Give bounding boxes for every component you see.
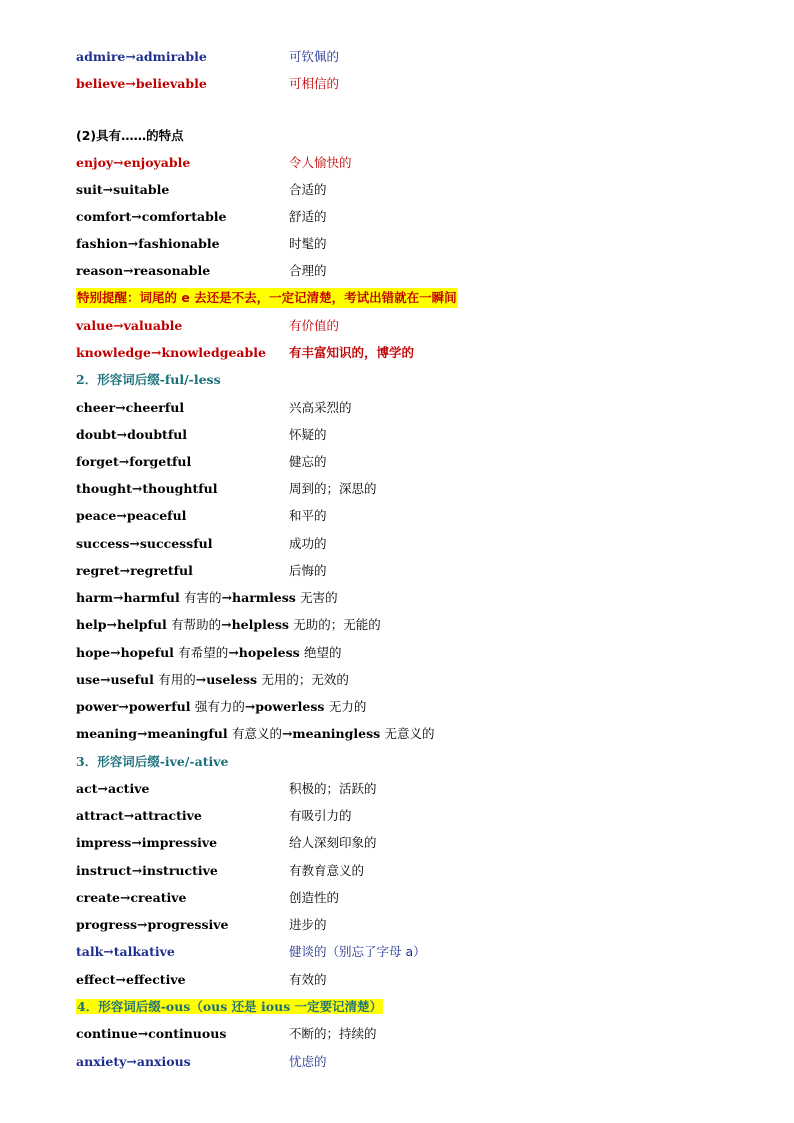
list-item bbox=[76, 888, 339, 908]
meaning: 可相信的 bbox=[289, 76, 340, 91]
word-pair: use→useful bbox=[76, 672, 154, 687]
word-pair: create→creative bbox=[76, 890, 187, 905]
meaning: 可钦佩的 bbox=[289, 49, 340, 64]
meaning-neg: 无意义的 bbox=[384, 726, 435, 741]
subheading-text: (2)具有……的特点 bbox=[76, 128, 184, 143]
word-pair: meaning→meaningful bbox=[76, 726, 228, 741]
notice-line bbox=[76, 288, 458, 308]
meaning-neg: 无力的 bbox=[328, 699, 367, 714]
list-item bbox=[76, 479, 377, 499]
list-item bbox=[76, 643, 342, 663]
list-item bbox=[76, 561, 327, 581]
word-pair: comfort→comfortable bbox=[76, 209, 227, 224]
word-pair: progress→progressive bbox=[76, 917, 229, 932]
list-item bbox=[76, 833, 377, 853]
meaning: 和平的 bbox=[289, 508, 327, 523]
word-pair-neg: →useless bbox=[195, 672, 258, 687]
word-pair-neg: →helpless bbox=[221, 617, 289, 632]
meaning: 有害的 bbox=[184, 590, 222, 605]
meaning-neg: 无害的 bbox=[300, 590, 338, 605]
meaning: 强有力的 bbox=[194, 699, 245, 714]
list-item bbox=[76, 697, 366, 717]
heading-text: 4．形容词后缀-ous（ous 还是 ious 一定要记清楚） bbox=[77, 999, 383, 1014]
word-pair: cheer→cheerful bbox=[76, 400, 185, 415]
subheading bbox=[76, 126, 184, 146]
meaning: 有教育意义的 bbox=[289, 863, 365, 878]
word-pair: forget→forgetful bbox=[76, 454, 192, 469]
list-item bbox=[76, 806, 352, 826]
word-pair: peace→peaceful bbox=[76, 508, 187, 523]
meaning: 有帮助的 bbox=[171, 617, 222, 632]
heading-text: 3．形容词后缀-ive/-ative bbox=[76, 754, 229, 769]
meaning: 成功的 bbox=[289, 536, 327, 551]
word-pair: help→helpful bbox=[76, 617, 167, 632]
word-pair: regret→regretful bbox=[76, 563, 193, 578]
list-item bbox=[76, 316, 339, 336]
word-pair: fashion→fashionable bbox=[76, 236, 220, 251]
word-pair: suit→suitable bbox=[76, 182, 170, 197]
meaning: 有吸引力的 bbox=[289, 808, 352, 823]
word-pair: effect→effective bbox=[76, 972, 186, 987]
notice-text: 特别提醒：词尾的 e 去还是不去，一定记清楚，考试出错就在一瞬间 bbox=[76, 288, 458, 308]
word-pair-neg: →meaningless bbox=[281, 726, 381, 741]
word-pair: anxiety→anxious bbox=[76, 1054, 191, 1069]
meaning: 给人深刻印象的 bbox=[289, 835, 377, 850]
list-item bbox=[76, 425, 327, 445]
meaning: 健谈的（别忘了字母 a） bbox=[289, 944, 426, 959]
meaning-neg: 无用的；无效的 bbox=[261, 672, 349, 687]
word-pair: value→valuable bbox=[76, 318, 183, 333]
meaning: 有丰富知识的，博学的 bbox=[289, 345, 415, 360]
word-pair: impress→impressive bbox=[76, 835, 218, 850]
word-pair: hope→hopeful bbox=[76, 645, 174, 660]
list-item bbox=[76, 452, 327, 472]
meaning: 有效的 bbox=[289, 972, 327, 987]
list-item bbox=[76, 207, 327, 227]
word-pair: thought→thoughtful bbox=[76, 481, 218, 496]
meaning: 怀疑的 bbox=[289, 427, 327, 442]
meaning: 后悔的 bbox=[289, 563, 327, 578]
word-pair: success→successful bbox=[76, 536, 213, 551]
word-pair: reason→reasonable bbox=[76, 263, 211, 278]
heading-text: 2．形容词后缀-ful/-less bbox=[76, 372, 221, 387]
meaning: 进步的 bbox=[289, 917, 327, 932]
meaning: 合理的 bbox=[289, 263, 327, 278]
list-item bbox=[76, 398, 352, 418]
word-pair: knowledge→knowledgeable bbox=[76, 345, 266, 360]
list-item bbox=[76, 588, 338, 608]
word-pair: attract→attractive bbox=[76, 808, 202, 823]
word-pair: talk→talkative bbox=[76, 944, 175, 959]
section-heading-ous bbox=[76, 997, 383, 1017]
meaning-neg: 绝望的 bbox=[304, 645, 342, 660]
meaning: 周到的；深思的 bbox=[289, 481, 377, 496]
list-item bbox=[76, 779, 377, 799]
section-heading-ful-less bbox=[76, 370, 221, 390]
list-item bbox=[76, 47, 339, 67]
word-pair: doubt→doubtful bbox=[76, 427, 188, 442]
word-pair: act→active bbox=[76, 781, 150, 796]
meaning: 健忘的 bbox=[289, 454, 327, 469]
meaning: 合适的 bbox=[289, 182, 327, 197]
meaning: 有用的 bbox=[158, 672, 196, 687]
list-item bbox=[76, 970, 327, 990]
meaning: 有价值的 bbox=[289, 318, 340, 333]
list-item bbox=[76, 615, 381, 635]
meaning: 令人愉快的 bbox=[289, 155, 352, 170]
list-item bbox=[76, 724, 435, 744]
word-pair: believe→believable bbox=[76, 76, 207, 91]
meaning: 有希望的 bbox=[178, 645, 229, 660]
word-pair: power→powerful bbox=[76, 699, 191, 714]
word-pair: harm→harmful bbox=[76, 590, 180, 605]
list-item bbox=[76, 861, 364, 881]
meaning: 有意义的 bbox=[231, 726, 282, 741]
list-item bbox=[76, 74, 339, 94]
list-item bbox=[76, 153, 352, 173]
list-item bbox=[76, 506, 327, 526]
word-pair-neg: →powerless bbox=[244, 699, 325, 714]
meaning: 舒适的 bbox=[289, 209, 327, 224]
list-item bbox=[76, 1024, 377, 1044]
list-item bbox=[76, 534, 327, 554]
word-pair: admire→admirable bbox=[76, 49, 207, 64]
word-pair: enjoy→enjoyable bbox=[76, 155, 191, 170]
word-pair: instruct→instructive bbox=[76, 863, 218, 878]
meaning-neg: 无助的；无能的 bbox=[293, 617, 381, 632]
list-item bbox=[76, 1052, 327, 1072]
list-item bbox=[76, 343, 414, 363]
meaning: 不断的；持续的 bbox=[289, 1026, 377, 1041]
word-pair: continue→continuous bbox=[76, 1026, 227, 1041]
section-heading-ive bbox=[76, 752, 228, 772]
meaning: 积极的；活跃的 bbox=[289, 781, 377, 796]
list-item bbox=[76, 670, 349, 690]
meaning: 忧虑的 bbox=[289, 1054, 327, 1069]
list-item bbox=[76, 234, 327, 254]
list-item bbox=[76, 261, 327, 281]
meaning: 创造性的 bbox=[289, 890, 340, 905]
list-item bbox=[76, 180, 327, 200]
list-item bbox=[76, 942, 426, 962]
meaning: 时髦的 bbox=[289, 236, 327, 251]
meaning: 兴高采烈的 bbox=[289, 400, 352, 415]
list-item bbox=[76, 915, 327, 935]
word-pair-neg: →hopeless bbox=[228, 645, 300, 660]
word-pair-neg: →harmless bbox=[221, 590, 296, 605]
